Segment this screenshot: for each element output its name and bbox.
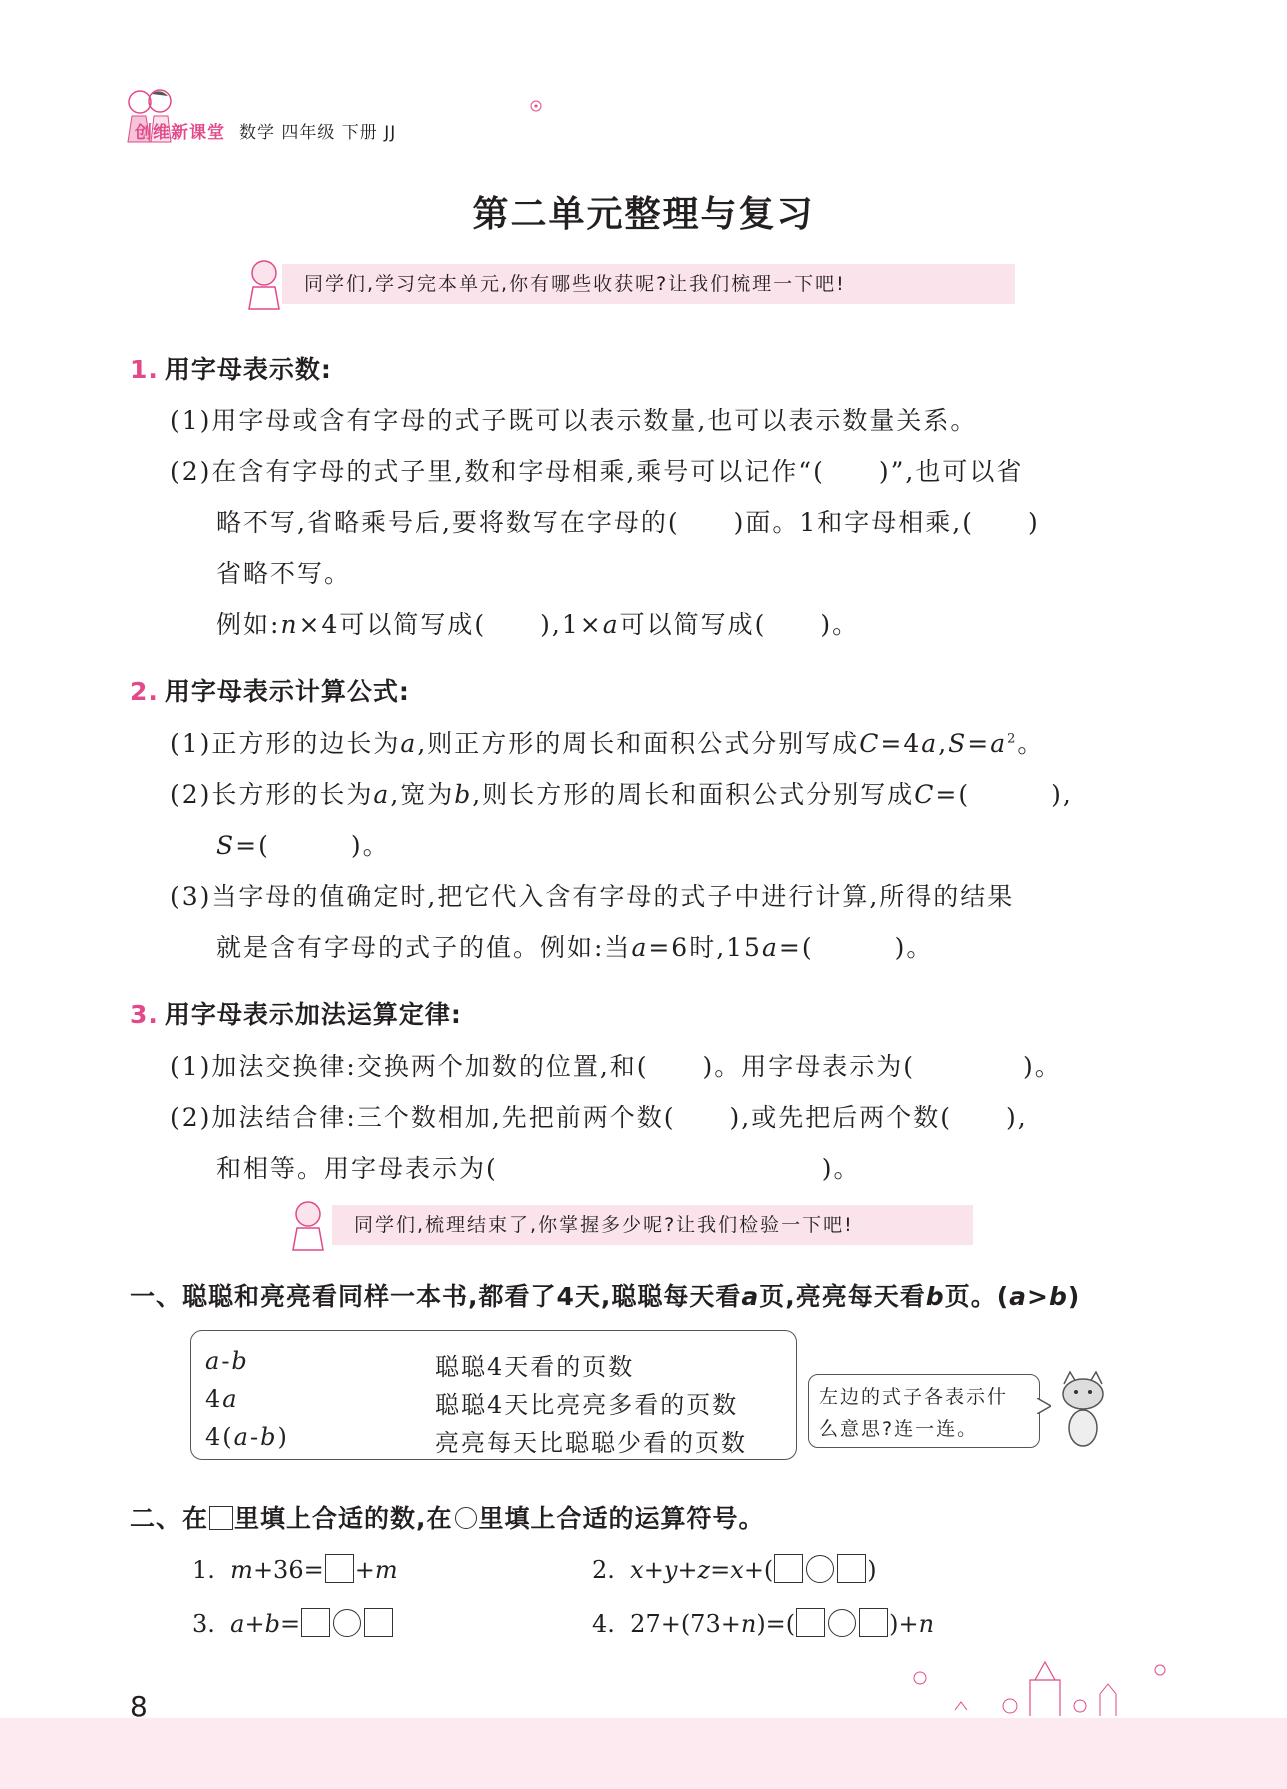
- operator-circle[interactable]: [333, 1609, 361, 1637]
- meaning-item[interactable]: 亮亮每天比聪聪少看的页数: [435, 1429, 747, 1457]
- equation-2: 2. x+y+z=x+( ): [592, 1556, 877, 1584]
- text-line: 省略不写。: [216, 559, 352, 588]
- section-2-heading: [130, 672, 410, 708]
- flower-icon: [527, 98, 545, 114]
- question-2: 二、在 里填上合适的数,在 里填上合适的运算符号。: [130, 1504, 765, 1533]
- text-line: (2)加法结合律:三个数相加,先把前两个数( ),或先把后两个数( ),: [170, 1103, 1028, 1132]
- answer-box[interactable]: [364, 1608, 393, 1637]
- expression-item[interactable]: 4(a-b): [205, 1423, 289, 1451]
- text-line: 和相等。用字母表示为( )。: [216, 1154, 861, 1183]
- text-line: (2)在含有字母的式子里,数和字母相乘,乘号可以记作“( )”,也可以省: [170, 457, 1024, 486]
- answer-box[interactable]: [796, 1608, 825, 1637]
- circle-icon: [455, 1507, 477, 1529]
- text-line: S=( )。: [216, 831, 390, 860]
- operator-circle[interactable]: [828, 1609, 856, 1637]
- speech-line: 左边的式子各表示什: [819, 1386, 1009, 1408]
- answer-box[interactable]: [859, 1608, 888, 1637]
- book-info: 数学 四年级 下册 JJ: [239, 123, 397, 143]
- castle-decoration-icon: [880, 1650, 1180, 1718]
- section-number: 1.: [130, 355, 159, 384]
- text-line: (1)加法交换律:交换两个加数的位置,和( )。用字母表示为( )。: [170, 1052, 1062, 1081]
- text-line: (1)正方形的边长为a,则正方形的周长和面积公式分别写成$C=4a,S=a^2$。: [170, 729, 1045, 758]
- practice-intro-banner: 同学们,梳理结束了,你掌握多少呢?让我们检验一下吧!: [332, 1205, 973, 1245]
- question-1: 一、聪聪和亮亮看同样一本书,都看了4天,聪聪每天看a页,亮亮每天看b页。(a>b): [130, 1282, 1081, 1311]
- brand-name: 创维新课堂: [135, 123, 225, 143]
- expression-item[interactable]: a-b: [205, 1347, 249, 1375]
- answer-box[interactable]: [301, 1608, 330, 1637]
- text-line: (3)当字母的值确定时,把它代入含有字母的式子中进行计算,所得的结果: [170, 882, 1015, 911]
- section-title: 用字母表示加法运算定律:: [164, 1000, 462, 1029]
- section-3-heading: [130, 995, 462, 1031]
- page-number: 8: [130, 1690, 148, 1723]
- section-1-heading: [130, 350, 332, 386]
- speech-tail: [1037, 1398, 1051, 1414]
- meaning-item[interactable]: 聪聪4天看的页数: [435, 1353, 635, 1381]
- text-line: 略不写,省略乘号后,要将数写在字母的( )面。1和字母相乘,( ): [216, 508, 1040, 537]
- equation-4: 4. 27+(73+n)=( )+n: [592, 1610, 935, 1638]
- matching-box: [190, 1330, 797, 1460]
- girl-mascot-icon: [285, 1198, 331, 1254]
- answer-box[interactable]: [325, 1554, 354, 1583]
- square-icon: [209, 1506, 233, 1530]
- text-line: (2)长方形的长为a,宽为b,则长方形的周长和面积公式分别写成C=( ),: [170, 780, 1073, 809]
- equation-1: 1. m+36= +m: [192, 1556, 398, 1584]
- answer-box[interactable]: [837, 1554, 866, 1583]
- header: [135, 118, 396, 143]
- operator-circle[interactable]: [806, 1555, 834, 1583]
- expression-item[interactable]: 4a: [205, 1385, 239, 1413]
- meaning-item[interactable]: 聪聪4天比亮亮多看的页数: [435, 1391, 739, 1419]
- section-number: 3.: [130, 1000, 159, 1029]
- page-title: 第二单元整理与复习: [472, 194, 815, 235]
- section-number: 2.: [130, 677, 159, 706]
- review-intro-banner: 同学们,学习完本单元,你有哪些收获呢?让我们梳理一下吧!: [282, 264, 1015, 304]
- equation-3: 3. a+b=: [192, 1608, 394, 1638]
- speech-line: 么意思?连一连。: [819, 1418, 979, 1440]
- girl-mascot-icon: [241, 257, 287, 313]
- cat-mascot-icon: [1054, 1370, 1112, 1454]
- section-title: 用字母表示数:: [164, 355, 332, 384]
- section-title: 用字母表示计算公式:: [164, 677, 410, 706]
- answer-box[interactable]: [774, 1554, 803, 1583]
- text-line: 就是含有字母的式子的值。例如:当a=6时,15a=( )。: [216, 933, 934, 962]
- text-line: 例如:n×4可以简写成( ),1×a可以简写成( )。: [216, 610, 860, 639]
- footer-band: [0, 1718, 1287, 1789]
- speech-bubble: [808, 1374, 1040, 1448]
- text-line: (1)用字母或含有字母的式子既可以表示数量,也可以表示数量关系。: [170, 406, 978, 435]
